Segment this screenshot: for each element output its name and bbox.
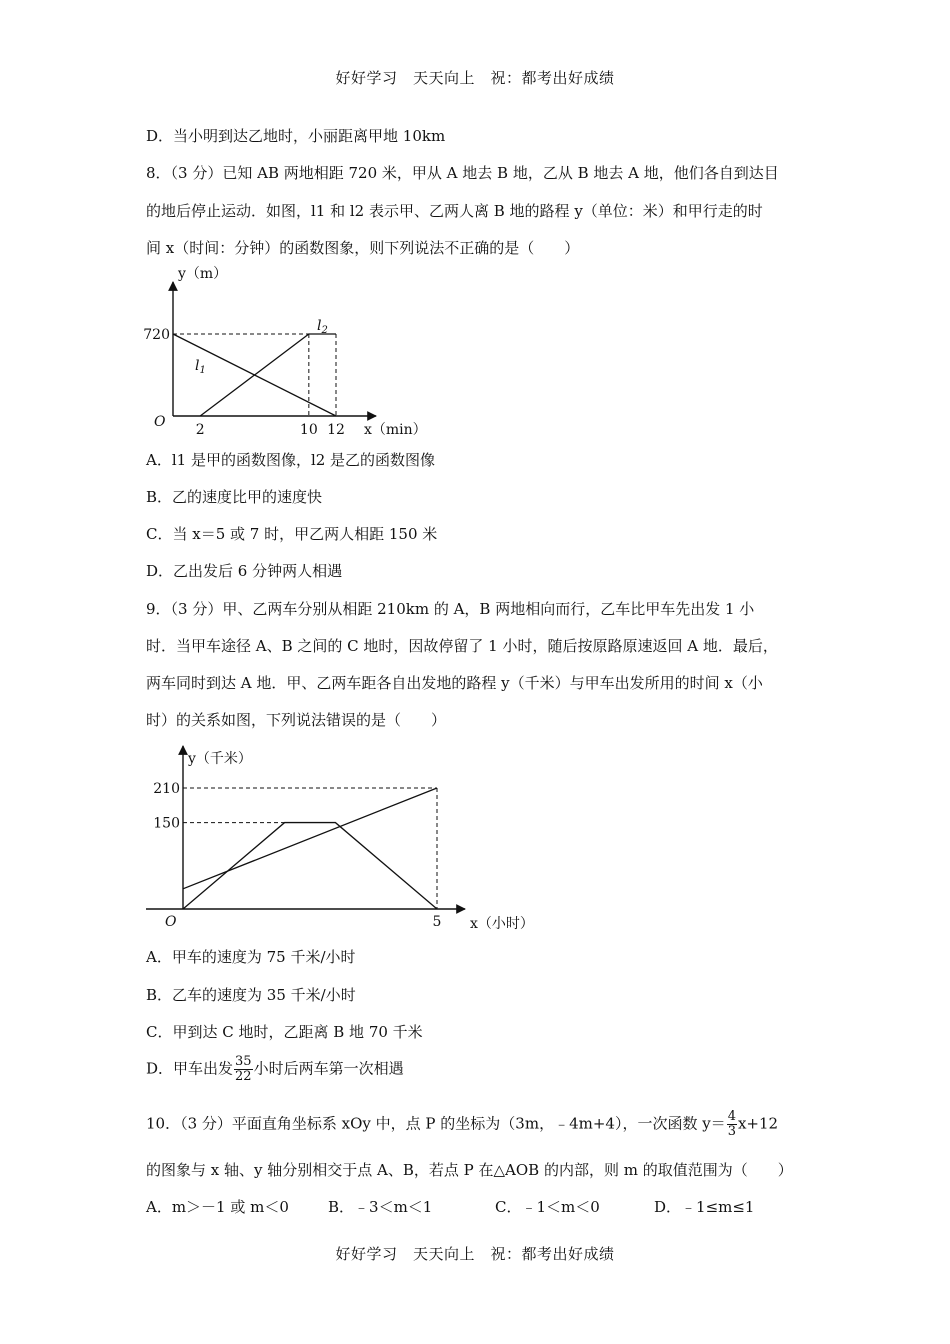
q8-y-tick-720: 720: [143, 327, 170, 343]
q7-option-d: D．当小明到达乙地时，小丽距离甲地 10km: [146, 127, 446, 145]
q9-x-tick-5: 5: [432, 914, 442, 930]
q9-series-乙: [183, 788, 437, 889]
q9-y-tick-210: 210: [153, 781, 180, 797]
q10-option-a: A．m＞－1 或 m＜0: [146, 1198, 289, 1216]
q10-stem-line1-pre: 10．（3 分）平面直角坐标系 xOy 中，点 P 的坐标为（3m，﹣4m+4），一次函数 y＝: [146, 1114, 726, 1133]
q10-stem-line2: 的图象与 x 轴、y 轴分别相交于点 A、B，若点 P 在△AOB 的内部，则 m 的取值范围为（ ）: [146, 1161, 793, 1179]
q8-series-label-l1: $l_1$: [195, 358, 206, 376]
q9-option-a: A．甲车的速度为 75 千米/小时: [146, 948, 356, 966]
q9-option-d: [146, 1055, 404, 1084]
q8-x-tick-12: 12: [327, 422, 345, 438]
q9-option-b: B．乙车的速度为 35 千米/小时: [146, 986, 356, 1004]
q8-series-label-l2: $l_2$: [317, 318, 328, 336]
q9-series-甲: [183, 823, 437, 909]
q8-x-tick-2: 2: [195, 422, 205, 438]
q8-stem-line2: 的地后停止运动．如图，l1 和 l2 表示甲、乙两人离 B 地的路程 y（单位：米）和甲行走的时: [146, 202, 763, 220]
q10-stem-line1: [146, 1110, 778, 1139]
q8-option-b: B．乙的速度比甲的速度快: [146, 488, 323, 506]
q10-option-d: D．﹣1≤m≤1: [654, 1198, 755, 1216]
q8-stem-line3: 间 x（时间：分钟）的函数图象，则下列说法不正确的是（ ）: [146, 239, 580, 257]
q10-fraction: [727, 1110, 737, 1139]
q8-option-d: D．乙出发后 6 分钟两人相遇: [146, 562, 343, 580]
q8-chart: [140, 262, 440, 442]
q9-x-label: x（小时）: [470, 916, 534, 932]
q9-stem-line2: 时．当甲车途径 A、B 之间的 C 地时，因故停留了 1 小时，随后按原路原速返回 A 地．最后，: [146, 637, 778, 655]
q9-option-d-fraction: [234, 1055, 253, 1084]
q8-x-tick-10: 10: [299, 422, 318, 438]
q8-option-a: A．l1 是甲的函数图像，l2 是乙的函数图像: [146, 451, 436, 469]
q9-fraction-numerator: 35: [235, 1054, 252, 1069]
q9-option-d-suffix: 小时后两车第一次相遇: [253, 1059, 404, 1078]
q10-fraction-denominator: 3: [727, 1124, 736, 1139]
q9-origin: O: [165, 914, 177, 930]
q8-x-label: x（min）: [364, 422, 427, 438]
q9-stem-line3: 两车同时到达 A 地．甲、乙两车距各自出发地的路程 y（千米）与甲车出发所用的时间 x（小: [146, 674, 763, 692]
q9-option-c: C．甲到达 C 地时，乙距离 B 地 70 千米: [146, 1023, 423, 1041]
q8-y-label: y（m）: [178, 266, 228, 282]
q10-stem-line1-post: x+12: [737, 1114, 779, 1133]
q9-stem-line1: 9．（3 分）甲、乙两车分别从相距 210km 的 A，B 两地相向而行，乙车比甲车先出发 1 小: [146, 600, 755, 618]
page-header: 好好学习 天天向上 祝：都考出好成绩: [335, 69, 615, 87]
q8-stem-line1: 8．（3 分）已知 AB 两地相距 720 米，甲从 A 地去 B 地，乙从 B 地去 A 地，他们各自到达目: [146, 164, 779, 182]
q8-origin: O: [154, 414, 166, 430]
q10-fraction-numerator: 4: [727, 1109, 736, 1124]
q9-chart: [140, 738, 560, 938]
q9-y-label: y（千米）: [188, 751, 252, 767]
q10-option-b: B．﹣3＜m＜1: [328, 1198, 433, 1216]
page-footer: 好好学习 天天向上 祝：都考出好成绩: [335, 1245, 615, 1263]
q9-option-d-prefix: D．甲车出发: [146, 1059, 234, 1078]
q9-stem-line4: 时）的关系如图，下列说法错误的是（ ）: [146, 711, 447, 729]
q9-y-tick-150: 150: [153, 815, 180, 832]
q8-option-c: C．当 x＝5 或 7 时，甲乙两人相距 150 米: [146, 525, 438, 543]
q9-fraction-denominator: 22: [235, 1069, 252, 1084]
q8-series-l2: [200, 334, 336, 416]
q10-option-c: C．﹣1＜m＜0: [495, 1198, 600, 1216]
